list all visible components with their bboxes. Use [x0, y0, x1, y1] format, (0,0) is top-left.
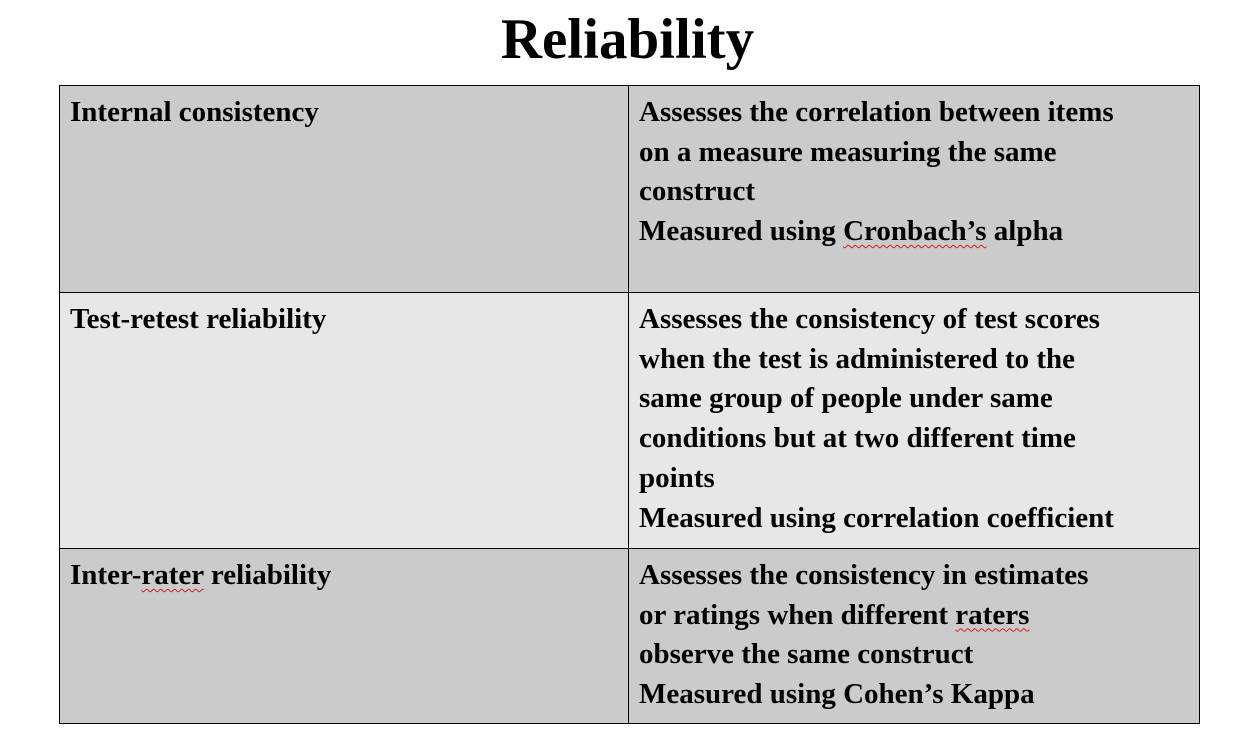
description-cell: [629, 86, 1200, 293]
term-cell: [60, 293, 629, 549]
description-line: conditions but at two different time: [639, 422, 1076, 455]
measure-line: Measured using correlation coefficient: [639, 501, 1114, 534]
term-label: Test-retest reliability: [70, 303, 327, 335]
term-cell: [60, 549, 629, 724]
description-line: points: [639, 461, 715, 494]
table-row-test-retest: [60, 293, 1200, 549]
description-line: Assesses the correlation between items: [639, 96, 1114, 128]
spellcheck-flagged-word[interactable]: raters: [955, 598, 1030, 631]
term-prefix: Inter-: [70, 559, 142, 591]
description-line: same group of people under same: [639, 382, 1053, 415]
measure-line: [639, 212, 1189, 252]
reliability-table: [59, 85, 1200, 724]
page-title: Reliability: [500, 8, 755, 71]
spellcheck-flagged-word[interactable]: rater: [141, 559, 204, 591]
description-line: construct: [639, 175, 755, 208]
table-row-internal-consistency: [60, 86, 1200, 293]
description-cell: [629, 549, 1200, 724]
measure-suffix: alpha: [986, 215, 1064, 248]
description-line: [639, 596, 1189, 636]
measure-line: Measured using Cohen’s Kappa: [639, 678, 1035, 711]
measure-prefix: Measured using: [639, 215, 844, 248]
table-row-inter-rater: [60, 549, 1200, 724]
description-line: Assesses the consistency of test scores: [639, 303, 1100, 335]
term-label: Internal consistency: [70, 96, 319, 128]
line-prefix: or ratings when different: [639, 598, 956, 631]
term-label: [70, 556, 618, 596]
description-line: on a measure measuring the same: [639, 135, 1057, 168]
description-line: observe the same construct: [639, 638, 974, 671]
description-line: Assesses the consistency in estimates: [639, 559, 1089, 591]
spellcheck-flagged-word[interactable]: Cronbach’s: [843, 215, 987, 248]
term-cell: [60, 86, 629, 293]
description-cell: [629, 293, 1200, 549]
description-line: when the test is administered to the: [639, 342, 1076, 375]
term-suffix: reliability: [203, 559, 332, 591]
